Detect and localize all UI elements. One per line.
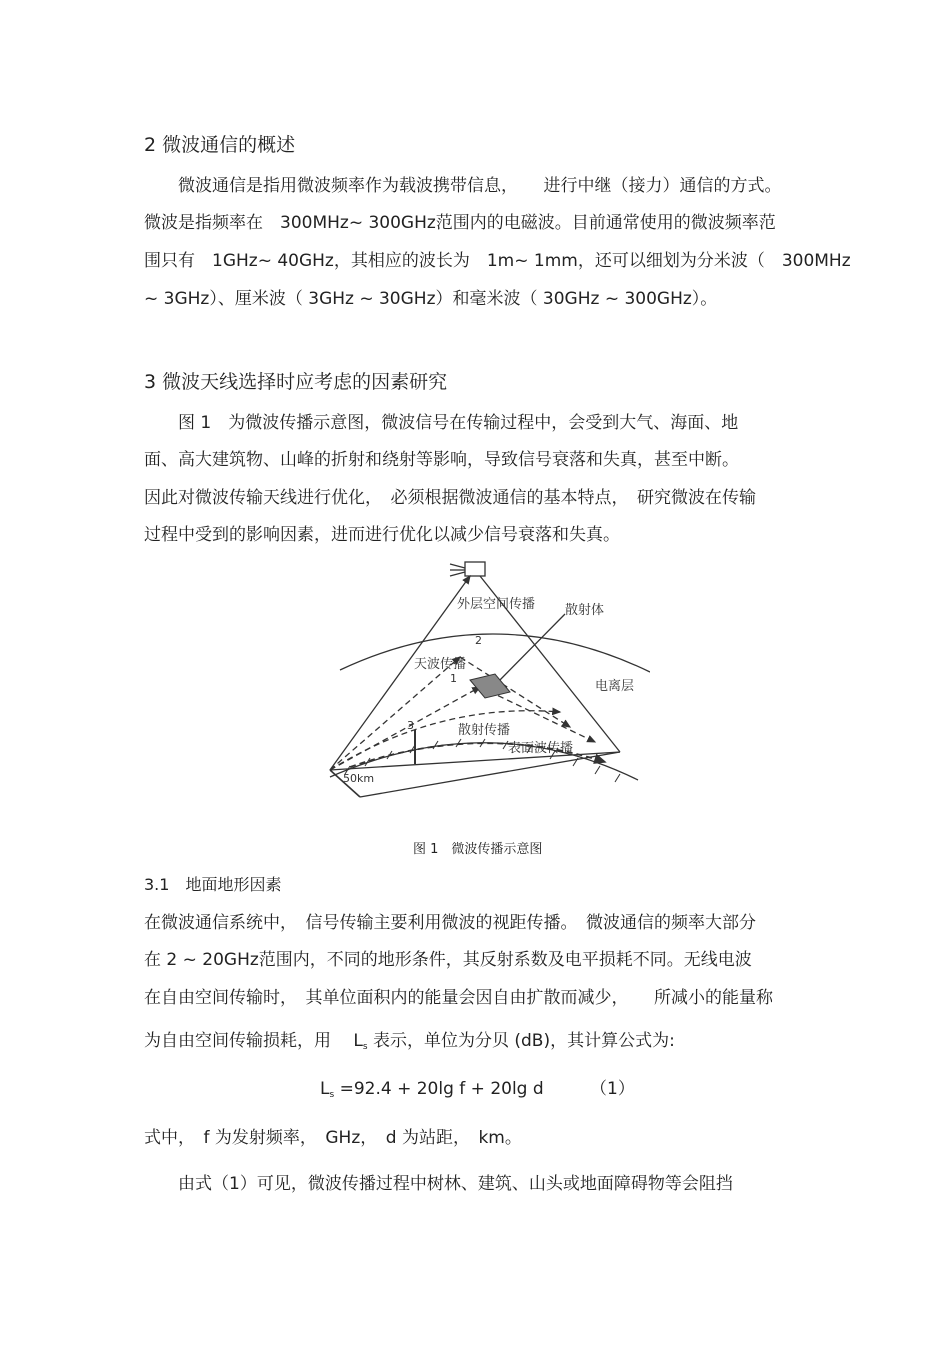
ionosphere-arc (340, 634, 650, 672)
label-ionosphere: 电离层 (595, 679, 635, 694)
paragraph-line: 面、高大建筑物、山峰的折射和绕射等影响，导致信号衰落和失真，甚至中断。 (144, 450, 739, 470)
paragraph-line: 过程中受到的影响因素，进而进行优化以减少信号衰落和失真。 (144, 525, 620, 545)
paragraph-line: 由式（1）可见，微波传播过程中树林、建筑、山头或地面障碍物等会阻挡 (178, 1174, 733, 1194)
label-n3: 3 (407, 719, 414, 732)
paragraph-line: 在微波通信系统中， 信号传输主要利用微波的视距传播。 微波通信的频率大部分 (144, 913, 756, 933)
paragraph-line: 在自由空间传输时， 其单位面积内的能量会因自由扩散而减少， 所减小的能量称 (144, 988, 773, 1008)
paragraph-line: 微波通信是指用微波频率作为载波携带信息， 进行中继（接力）通信的方式。 (178, 176, 782, 196)
paragraph-line: 图 1 为微波传播示意图，微波信号在传输过程中，会受到大气、海面、地 (178, 413, 739, 433)
paragraph-line: 式中， f 为发射频率， GHz， d 为站距， km。 (144, 1128, 522, 1148)
label-sky: 天波传播 (414, 657, 467, 672)
label-surface: 表面波传播 (508, 741, 574, 756)
ground-arc (330, 743, 638, 780)
satellite (465, 562, 485, 576)
section-3-1-heading: 3.1 地面地形因素 (144, 875, 282, 894)
formula: $L_s =92.4 + 20\lg$ f + 20lg d (320, 1079, 544, 1100)
paragraph-line: 为自由空间传输损耗，用 $L_s$ 表示，单位为分贝 (dB)，其计算公式为: (144, 1031, 675, 1052)
formula-number: （1） (590, 1079, 635, 1099)
label-n1: 1 (450, 672, 457, 685)
section-3-heading: 3 微波天线选择时应考虑的因素研究 (144, 371, 448, 393)
section-2-heading: 2 微波通信的概述 (144, 134, 296, 156)
scatterer-body (470, 674, 510, 698)
paragraph-line: ~ 3GHz）、厘米波（ 3GHz ~ 30GHz）和毫米波（ 30GHz ~ 300GHz）。 (144, 289, 718, 309)
label-scatterer: 散射体 (565, 603, 605, 618)
paragraph-line: 围只有 1GHz~ 40GHz，其相应的波长为 1m~ 1mm，还可以细划为分米波（ 300MHz (144, 251, 851, 271)
label-scatter-prop: 散射传播 (458, 723, 511, 738)
paragraph-line: 因此对微波传输天线进行优化， 必须根据微波通信的基本特点， 研究微波在传输 (144, 488, 756, 508)
label-distance: 50km (343, 772, 375, 785)
label-n2: 2 (475, 634, 482, 647)
figure-caption: 图 1 微波传播示意图 (413, 842, 543, 857)
paragraph-line: 微波是指频率在 300MHz~ 300GHz范围内的电磁波。目前通常使用的微波频率范 (144, 213, 776, 233)
propagation-diagram (320, 552, 650, 822)
paragraph-line: 在 2 ~ 20GHz范围内，不同的地形条件，其反射系数及电平损耗不同。无线电波 (144, 950, 752, 970)
label-outer: 外层空间传播 (457, 597, 536, 612)
